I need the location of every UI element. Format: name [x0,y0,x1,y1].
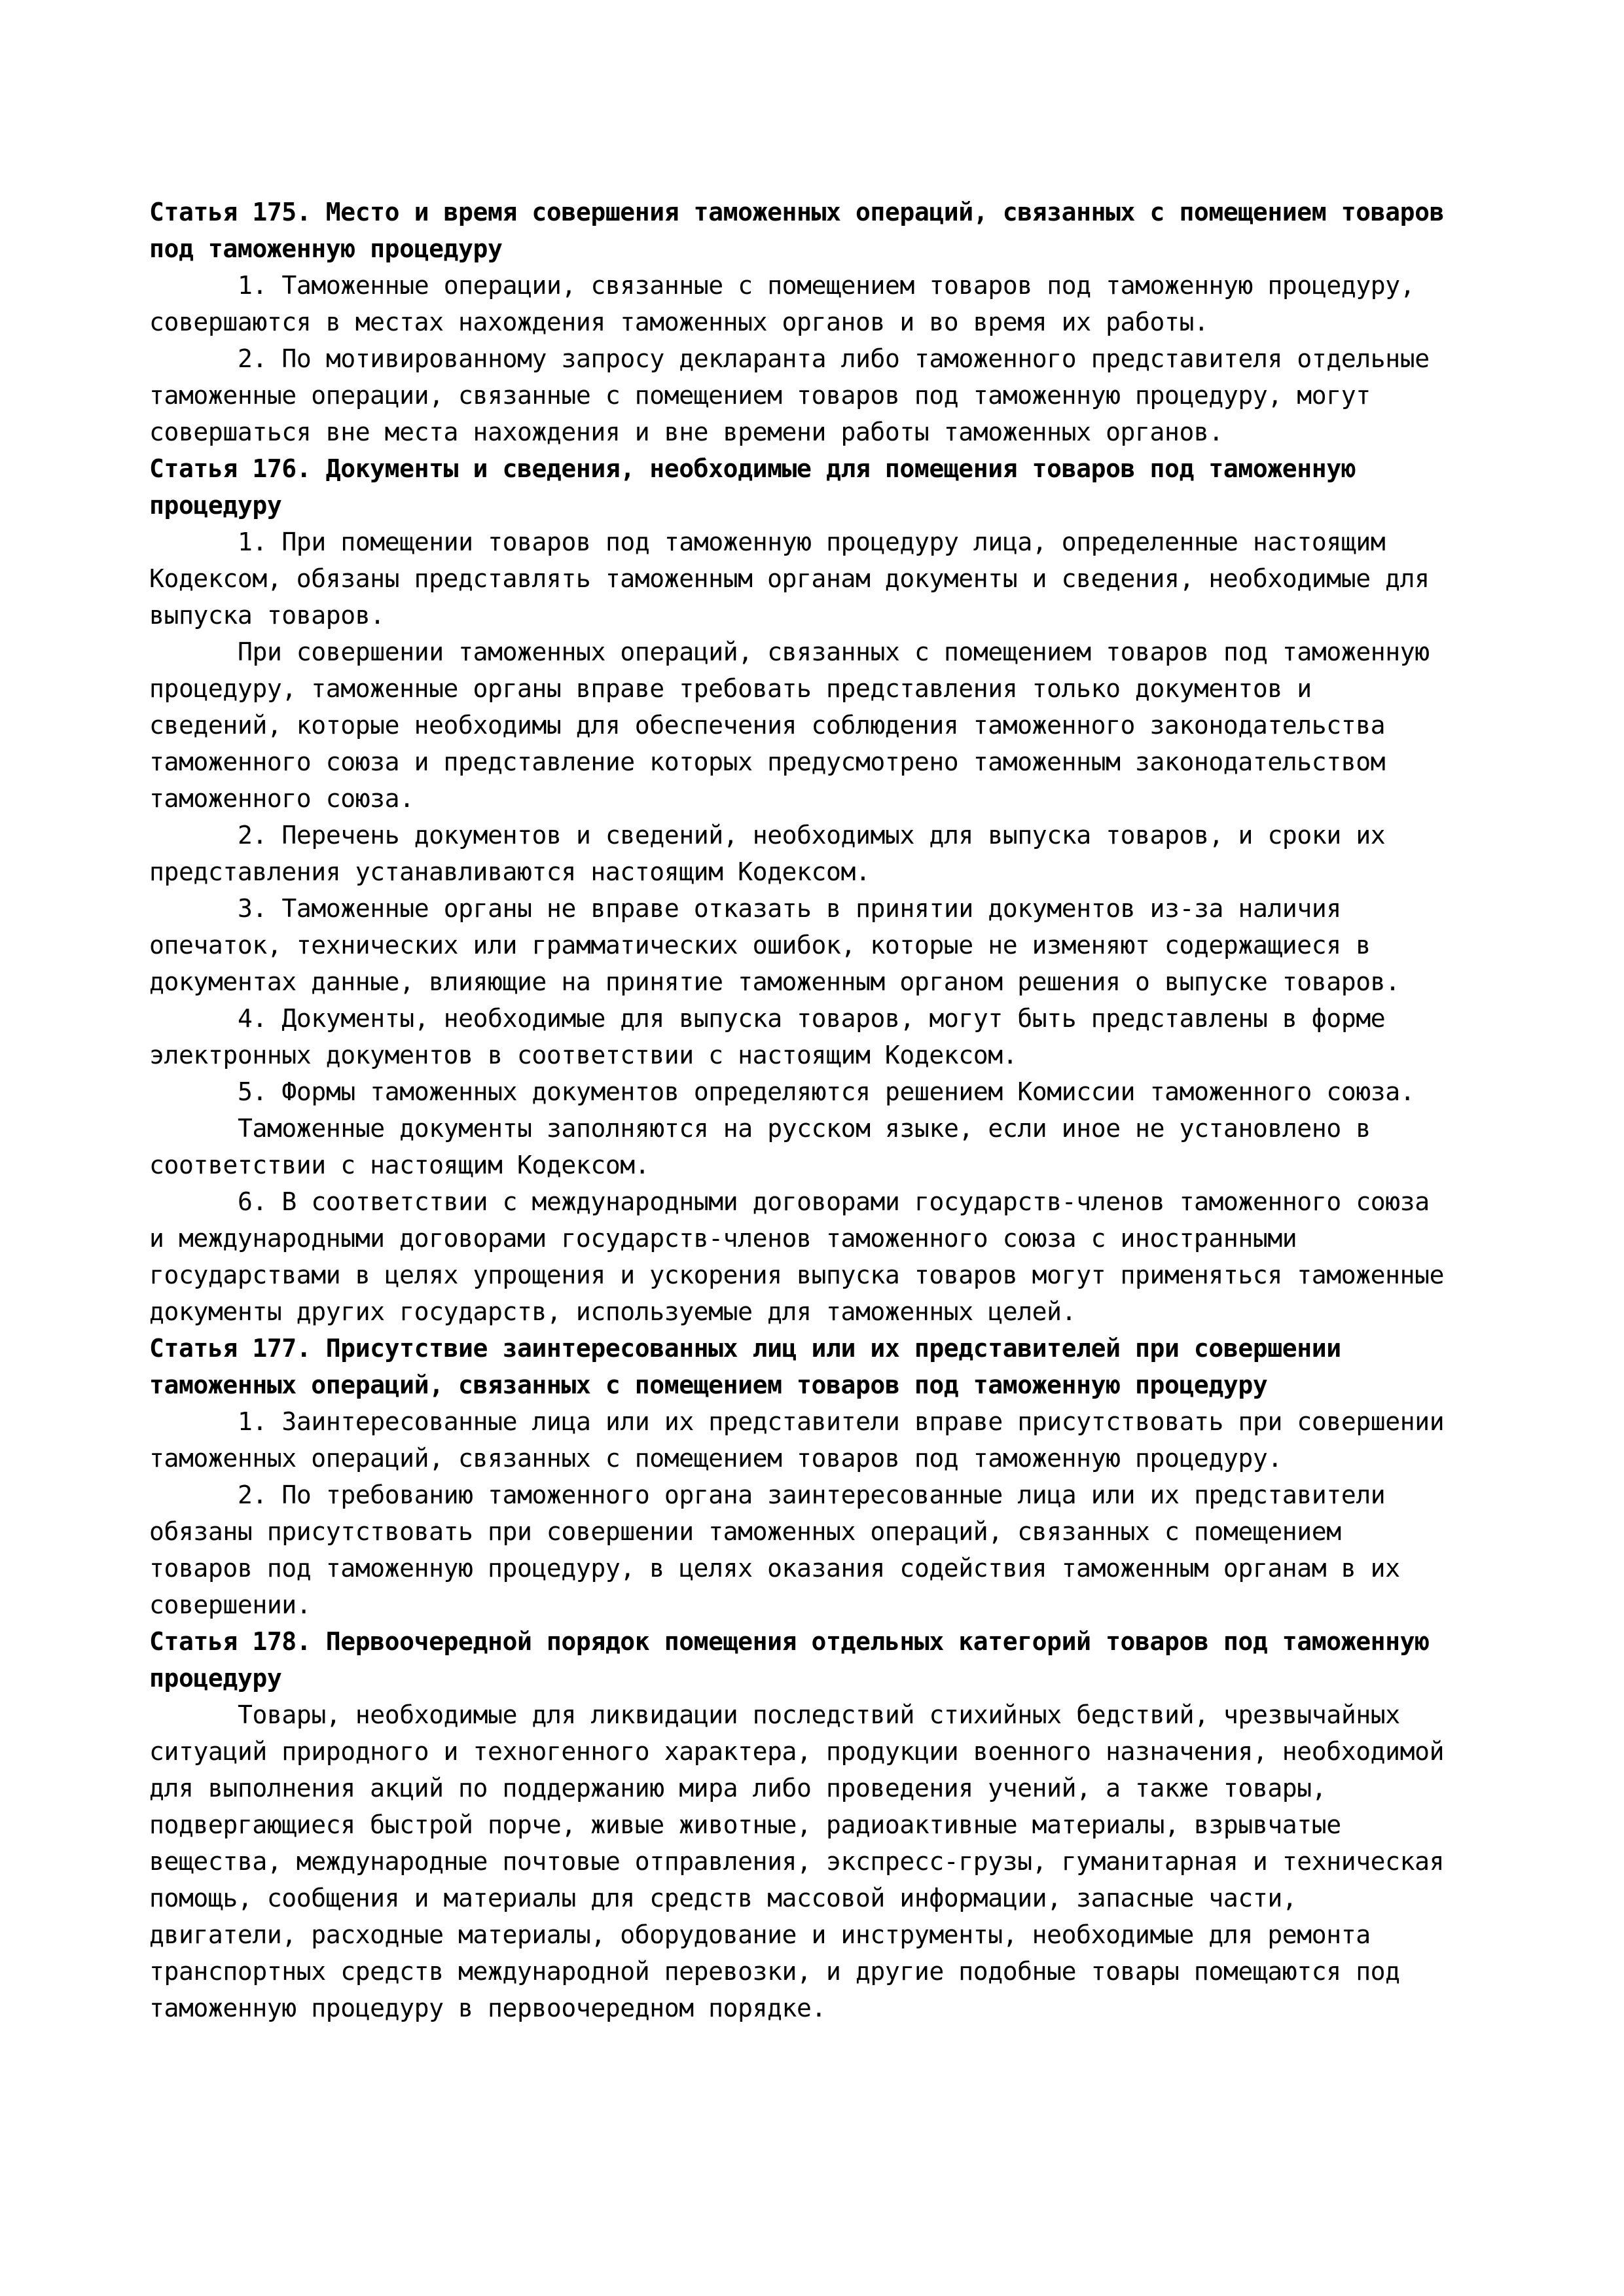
paragraph: 5. Формы таможенных документов определяются решением Комиссии таможенного союза. [238,1077,1415,1106]
paragraph: Таможенные документы заполняются на русском языке, если иное не установлено в соответствии с настоящим Кодексом. [149,1114,1371,1179]
paragraph: 1. Заинтересованные лица или их представители вправе присутствовать при совершении таможенных операций, связанных с помещением товаров под таможенную процедуру. [149,1407,1445,1473]
paragraph: 2. Перечень документов и сведений, необходимых для выпуска товаров, и сроки их представления устанавливаются настоящим Кодексом. [149,821,1386,886]
paragraph: 1. Таможенные операции, связанные с помещением товаров под таможенную процедуру, совершаются в местах нахождения таможенных органов и во время их работы. [149,271,1415,336]
document-text [149,194,1452,2026]
paragraph: 3. Таможенные органы не вправе отказать в принятии документов из-за наличия опечаток, технических или грамматических ошибок, которые не изменяют содержащиеся в документах данные, влияющие на принятие таможенным органом решения о выпуске товаров. [149,894,1400,996]
paragraph: 4. Документы, необходимые для выпуска товаров, могут быть представлены в форме электронных документов в соответствии с настоящим Кодексом. [149,1004,1386,1069]
article-heading: Статья 178. Первоочередной порядок помещения отдельных категорий товаров под таможенную процедуру [149,1627,1430,1693]
paragraph: 2. По мотивированному запросу декларанта либо таможенного представителя отдельные таможенные операции, связанные с помещением товаров под таможенную процедуру, могут совершаться вне места нахождения и вне времени работы таможенных органов. [149,344,1430,446]
paragraph: 1. При помещении товаров под таможенную процедуру лица, определенные настоящим Кодексом, обязаны представлять таможенным органам документы и сведения, необходимые для выпуска товаров. [149,528,1430,630]
paragraph: При совершении таможенных операций, связанных с помещением товаров под таможенную процедуру, таможенные органы вправе требовать представления только документов и сведений, которые необходимы для обеспечения соблюдения таможенного законодательства таможенного союза и представление которых предусмотрено таможенным законодательством таможенного союза. [149,637,1430,813]
article-heading: Статья 175. Место и время совершения таможенных операций, связанных с помещением товаров под таможенную процедуру [149,198,1445,263]
article-heading: Статья 176. Документы и сведения, необходимые для помещения товаров под таможенную процедуру [149,454,1356,520]
paragraph: Товары, необходимые для ликвидации последствий стихийных бедствий, чрезвычайных ситуаций природного и техногенного характера, продукции военного назначения, необходимой для выполнения акций по поддержанию мира либо проведения учений, а также товары, подвергающиеся быстрой порче, живые животные, радиоактивные материалы, взрывчатые вещества, международные почтовые отправления, экспресс-грузы, гуманитарная и техническая помощь, сообщения и материалы для средств массовой информации, запасные части, двигатели, расходные материалы, оборудование и инструменты, необходимые для ремонта транспортных средств международной перевозки, и другие подобные товары помещаются под таможенную процедуру в первоочередном порядке. [149,1700,1445,2022]
article-heading: Статья 177. Присутствие заинтересованных лиц или их представителей при совершении таможенных операций, связанных с помещением товаров под таможенную процедуру [149,1334,1341,1399]
paragraph: 2. По требованию таможенного органа заинтересованные лица или их представители обязаны присутствовать при совершении таможенных операций, связанных с помещением товаров под таможенную процедуру, в целях оказания содействия таможенным органам в их совершении. [149,1480,1400,1619]
paragraph: 6. В соответствии с международными договорами государств-членов таможенного союза и международными договорами государств-членов таможенного союза с иностранными государствами в целях упрощения и ускорения выпуска товаров могут применяться таможенные документы других государств, используемые для таможенных целей. [149,1187,1445,1326]
